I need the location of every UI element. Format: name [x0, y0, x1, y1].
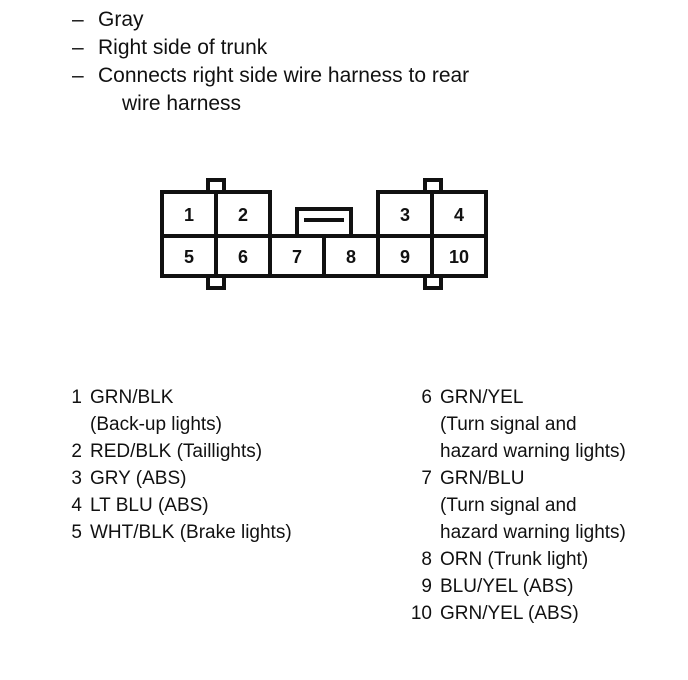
pin-number: 4 — [71, 495, 82, 516]
cavity-label: 7 — [291, 247, 303, 267]
pin-circuit: (Turn signal and — [440, 414, 577, 435]
cavity-label: 2 — [237, 205, 249, 225]
note-function: – Connects right side wire harness to rear wire harness — [72, 62, 469, 118]
pin-entry — [402, 600, 626, 627]
pin-entry — [52, 384, 292, 438]
pin-entry — [402, 573, 626, 600]
pin-number: 3 — [71, 468, 82, 489]
pin-circuit: hazard warning lights) — [440, 441, 626, 462]
pin-number: 7 — [421, 468, 432, 489]
note-text-continuation: wire harness — [122, 92, 242, 115]
pin-wire: WHT/BLK (Brake lights) — [90, 522, 292, 543]
note-text: Gray — [98, 8, 144, 31]
cavity-label: 10 — [448, 247, 470, 267]
note-text: Connects right side wire harness to rear — [98, 64, 470, 87]
cavity-label: 4 — [453, 205, 465, 225]
pin-wire: GRN/BLK — [90, 387, 174, 408]
cavity-label: 8 — [345, 247, 357, 267]
pin-number: 10 — [410, 603, 432, 624]
pin-number: 8 — [421, 549, 432, 570]
pin-number: 5 — [71, 522, 82, 543]
pin-wire: GRY (ABS) — [90, 468, 187, 489]
pin-number: 6 — [421, 387, 432, 408]
cavity-label: 5 — [183, 247, 195, 267]
cavity-label: 6 — [237, 247, 249, 267]
connector-key — [297, 209, 351, 236]
pin-entry — [402, 546, 626, 573]
pin-number: 9 — [421, 576, 432, 597]
pin-entry — [402, 465, 626, 546]
pin-wire: GRN/YEL (ABS) — [440, 603, 579, 624]
pin-wire: GRN/BLU — [440, 468, 525, 489]
note-location: – Right side of trunk — [72, 36, 268, 59]
cavity-label: 3 — [399, 205, 411, 225]
pin-number: 2 — [71, 441, 82, 462]
pin-circuit: (Back-up lights) — [90, 414, 222, 435]
note-text: Right side of trunk — [98, 36, 268, 59]
pin-entry — [52, 492, 292, 519]
pin-entry — [402, 384, 626, 465]
pin-wire: BLU/YEL (ABS) — [440, 576, 574, 597]
pin-wire: ORN (Trunk light) — [440, 549, 589, 570]
pin-entry — [52, 465, 292, 492]
note-color: – Gray — [72, 8, 144, 31]
pin-entry — [52, 519, 292, 546]
pin-list-left — [52, 384, 292, 546]
pin-list-right — [402, 384, 626, 627]
pin-number: 1 — [71, 387, 82, 408]
pin-wire: GRN/YEL — [440, 387, 524, 408]
cavity-label: 9 — [399, 247, 411, 267]
pin-wire: RED/BLK (Taillights) — [90, 441, 263, 462]
pin-circuit: (Turn signal and — [440, 495, 577, 516]
cavity-label: 1 — [183, 205, 195, 225]
pin-wire: LT BLU (ABS) — [90, 495, 209, 516]
pin-circuit: hazard warning lights) — [440, 522, 626, 543]
pin-entry — [52, 438, 292, 465]
